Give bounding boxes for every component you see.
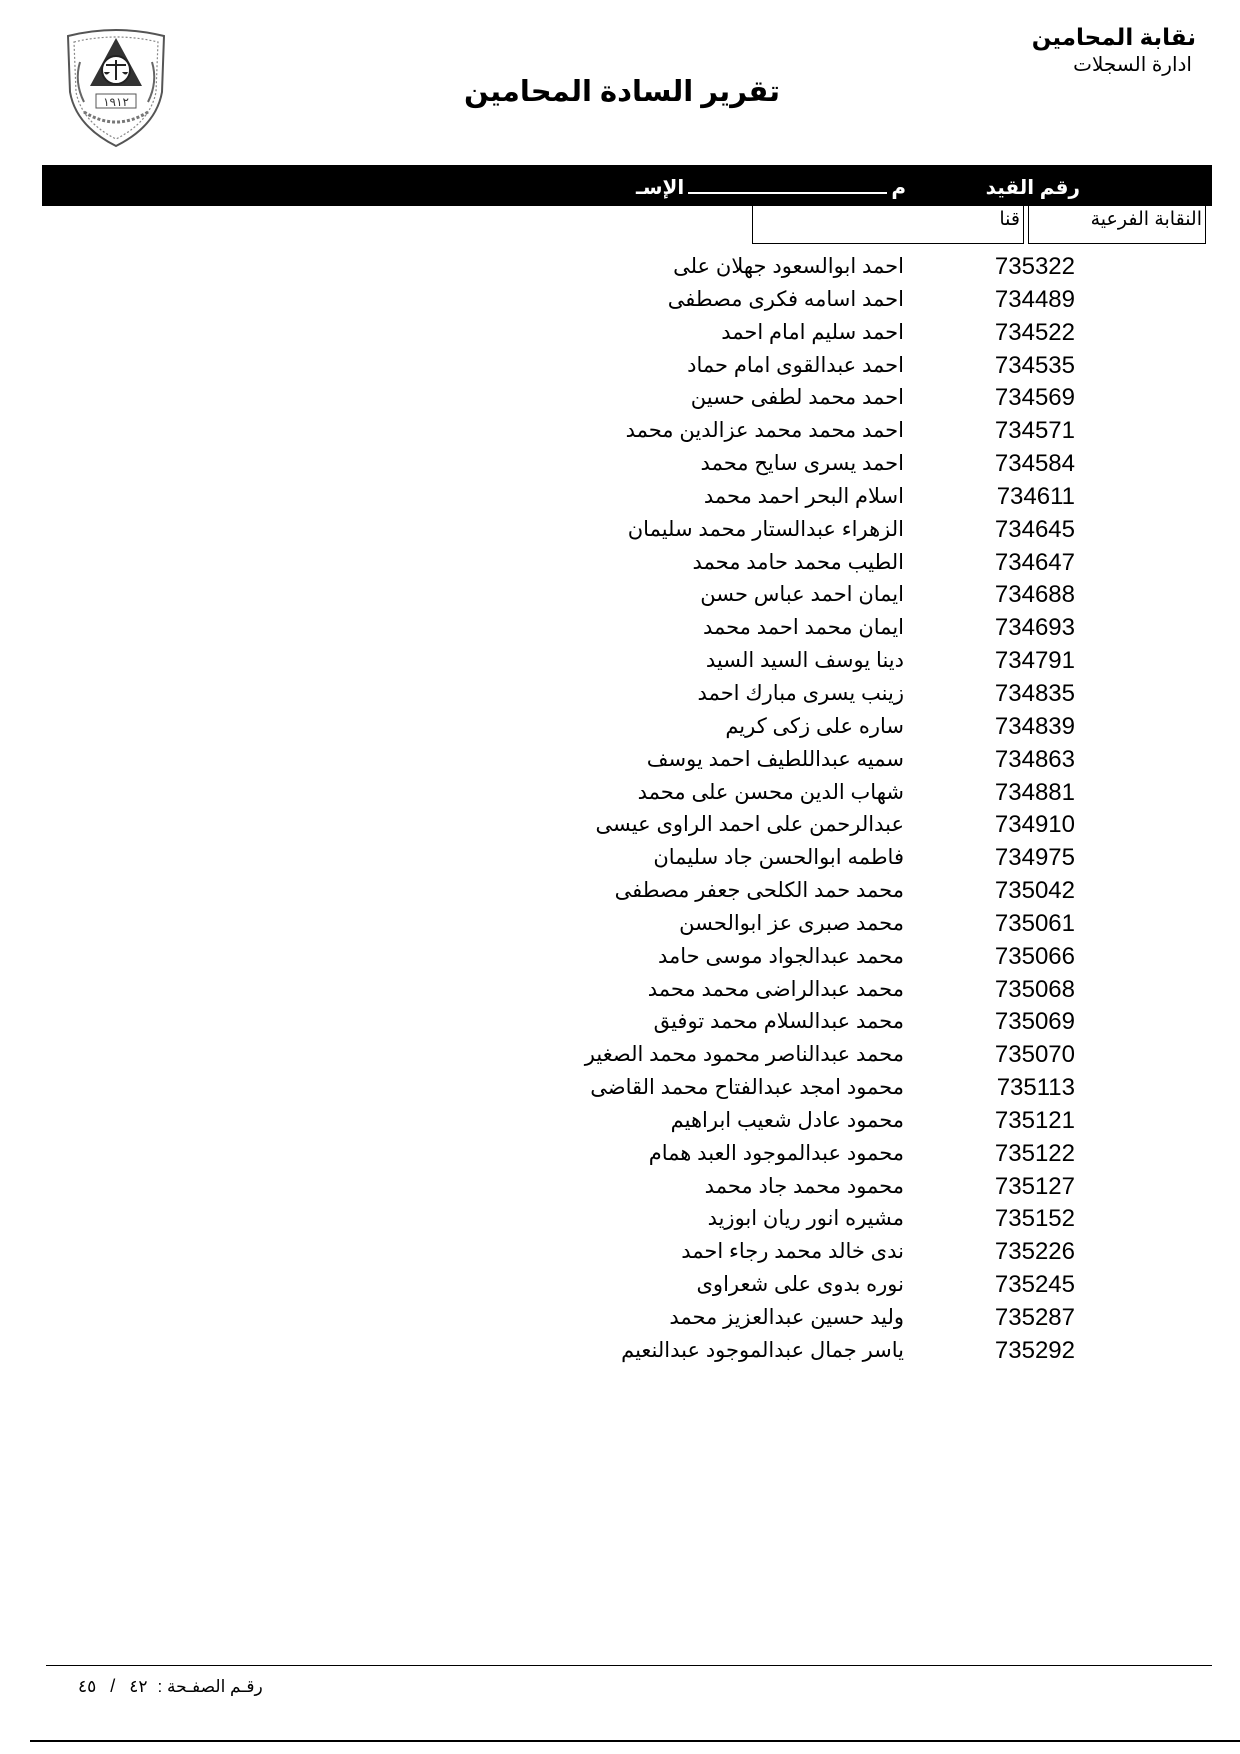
lawyer-name: ايمان احمد عباس حسن [700, 583, 904, 607]
lawyer-name: الطيب محمد حامد محمد [692, 550, 904, 574]
table-row [0, 875, 1240, 908]
lawyer-name: ندى خالد محمد رجاء احمد [681, 1240, 904, 1264]
registration-number: 734569 [994, 384, 1075, 412]
registration-number: 735069 [994, 1008, 1075, 1036]
registration-number: 734489 [994, 285, 1075, 313]
table-row [0, 1138, 1240, 1171]
table-row [0, 448, 1240, 481]
table-row [0, 481, 1240, 514]
lawyer-name: احمد يسرى سايح محمد [700, 452, 904, 476]
registration-number: 734975 [994, 844, 1075, 872]
table-row [0, 1269, 1240, 1302]
lawyer-name: سميه عبداللطيف احمد يوسف [646, 747, 904, 771]
table-row [0, 317, 1240, 350]
registration-number: 735066 [994, 942, 1075, 970]
column-header-name-start: الإسـ [636, 177, 685, 199]
page-number [78, 1676, 263, 1697]
bar-association-logo [60, 22, 172, 150]
lawyer-name: احمد محمد محمد عزالدين محمد [625, 419, 904, 443]
table-row [0, 645, 1240, 678]
lawyer-name: مشيره انور ريان ابوزيد [707, 1207, 904, 1231]
table-row [0, 1039, 1240, 1072]
table-row [0, 350, 1240, 383]
branch-label: النقابة الفرعية [1028, 206, 1206, 244]
registration-number: 734584 [994, 450, 1075, 478]
lawyer-name: محمد حمد الكلحى جعفر مصطفى [614, 879, 904, 903]
table-row [0, 842, 1240, 875]
lawyer-name: احمد ابوالسعود جهلان على [673, 255, 904, 278]
registration-number: 735287 [994, 1304, 1075, 1331]
lawyer-name: وليد حسين عبدالعزيز محمد [669, 1306, 904, 1329]
table-row [0, 514, 1240, 547]
table-row [0, 974, 1240, 1007]
current-page: ٤٢ [129, 1677, 148, 1696]
lawyer-name: احمد عبدالقوى امام حماد [687, 353, 904, 377]
registration-number: 735127 [994, 1172, 1075, 1200]
table-row [0, 941, 1240, 974]
lawyer-name: محمد عبدالناصر محمود محمد الصغير [584, 1043, 904, 1067]
lawyer-name: دينا يوسف السيد السيد [705, 649, 904, 673]
table-row [0, 1171, 1240, 1204]
table-row [0, 1236, 1240, 1269]
page-label: رقـم الصفـحة : [157, 1677, 263, 1696]
registration-number: 735068 [994, 975, 1075, 1003]
table-row [0, 284, 1240, 317]
registration-number: 735322 [994, 253, 1075, 280]
registration-number: 735122 [994, 1139, 1075, 1167]
lawyer-name: الزهراء عبدالستار محمد سليمان [627, 517, 904, 541]
registration-number: 735070 [994, 1041, 1075, 1069]
lawyers-list [0, 251, 1240, 1368]
table-row [0, 744, 1240, 777]
registration-number: 735152 [994, 1205, 1075, 1233]
lawyer-name: محمد صبرى عز ابوالحسن [679, 911, 904, 935]
registration-number: 734835 [994, 679, 1075, 707]
table-row [0, 678, 1240, 711]
lawyer-name: محمود محمد جاد محمد [704, 1174, 904, 1198]
registration-number: 735121 [994, 1106, 1075, 1134]
registration-number: 735042 [994, 877, 1075, 905]
lawyer-name: ياسر جمال عبدالموجود عبدالنعيم [621, 1338, 904, 1362]
lawyer-name: ساره على زكى كريم [725, 714, 904, 738]
registration-number: 734522 [994, 318, 1075, 346]
lawyer-name: محمد عبدالراضى محمد محمد [647, 977, 904, 1001]
lawyer-name: ايمان محمد احمد محمد [702, 616, 904, 640]
registration-number: 734611 [996, 482, 1075, 510]
registration-number: 735245 [994, 1271, 1075, 1299]
page-separator: / [110, 1676, 116, 1696]
registration-number: 734863 [994, 745, 1075, 773]
kashida-stretch [688, 192, 887, 194]
table-row [0, 711, 1240, 744]
lawyer-name: شهاب الدين محسن على محمد [637, 780, 904, 804]
table-row [0, 579, 1240, 612]
column-header-name-end: م [891, 177, 906, 199]
table-row [0, 612, 1240, 645]
column-header-registration-number: رقم القيد [985, 177, 1080, 199]
lawyer-name: احمد سليم امام احمد [721, 320, 904, 344]
registration-number: 735113 [996, 1074, 1075, 1102]
table-row [0, 1203, 1240, 1236]
registration-number: 734571 [994, 417, 1075, 445]
page-bottom-rule [30, 1740, 1240, 1742]
registration-number: 734535 [994, 351, 1075, 379]
registration-number: 735226 [994, 1238, 1075, 1266]
lawyer-name: محمود عبدالموجود العبد همام [648, 1141, 904, 1165]
report-title: تقرير السادة المحامين [463, 76, 780, 108]
table-row [0, 382, 1240, 415]
lawyer-name: زينب يسرى مبارك احمد [697, 681, 904, 705]
scales-of-justice-emblem-icon [60, 22, 172, 150]
registration-number: 735292 [994, 1336, 1075, 1364]
total-pages: ٤٥ [78, 1677, 97, 1696]
table-row [0, 1006, 1240, 1039]
lawyer-name: فاطمه ابوالحسن جاد سليمان [653, 846, 904, 870]
table-row [0, 1335, 1240, 1368]
footer-divider [46, 1665, 1212, 1666]
department-name: ادارة السجلات [1073, 54, 1192, 76]
lawyer-name: احمد اسامه فكرى مصطفى [667, 287, 904, 311]
table-row [0, 1072, 1240, 1105]
registration-number: 734645 [994, 515, 1075, 543]
registration-number: 734791 [994, 647, 1075, 675]
lawyer-name: محمود عادل شعيب ابراهيم [670, 1108, 904, 1132]
registration-number: 734839 [994, 712, 1075, 740]
lawyer-name: عبدالرحمن على احمد الراوى عيسى [595, 813, 904, 837]
column-header-name [636, 175, 906, 200]
table-row [0, 908, 1240, 941]
table-row [0, 415, 1240, 448]
registration-number: 734688 [994, 581, 1075, 609]
registration-number: 734647 [994, 548, 1075, 576]
lawyer-name: محمد عبدالجواد موسى حامد [657, 944, 904, 968]
table-row [0, 251, 1240, 284]
lawyer-name: نوره بدوى على شعراوى [696, 1273, 904, 1297]
registration-number: 734693 [994, 614, 1075, 642]
registration-number: 735061 [994, 909, 1075, 937]
lawyer-name: محمود امجد عبدالفتاح محمد القاضى [590, 1076, 904, 1100]
table-row [0, 1302, 1240, 1335]
registration-number: 734881 [994, 778, 1075, 806]
lawyer-name: محمد عبدالسلام محمد توفيق [653, 1010, 904, 1034]
organization-name: نقابة المحامين [1031, 24, 1196, 50]
lawyer-name: اسلام البحر احمد محمد [703, 484, 904, 508]
svg-text:١٩١٢: ١٩١٢ [103, 95, 129, 109]
branch-value: قنا [752, 206, 1024, 244]
lawyer-name: احمد محمد لطفى حسين [690, 386, 904, 410]
table-row [0, 809, 1240, 842]
table-row [0, 777, 1240, 810]
table-row [0, 1105, 1240, 1138]
table-row [0, 547, 1240, 580]
registration-number: 734910 [994, 811, 1075, 839]
